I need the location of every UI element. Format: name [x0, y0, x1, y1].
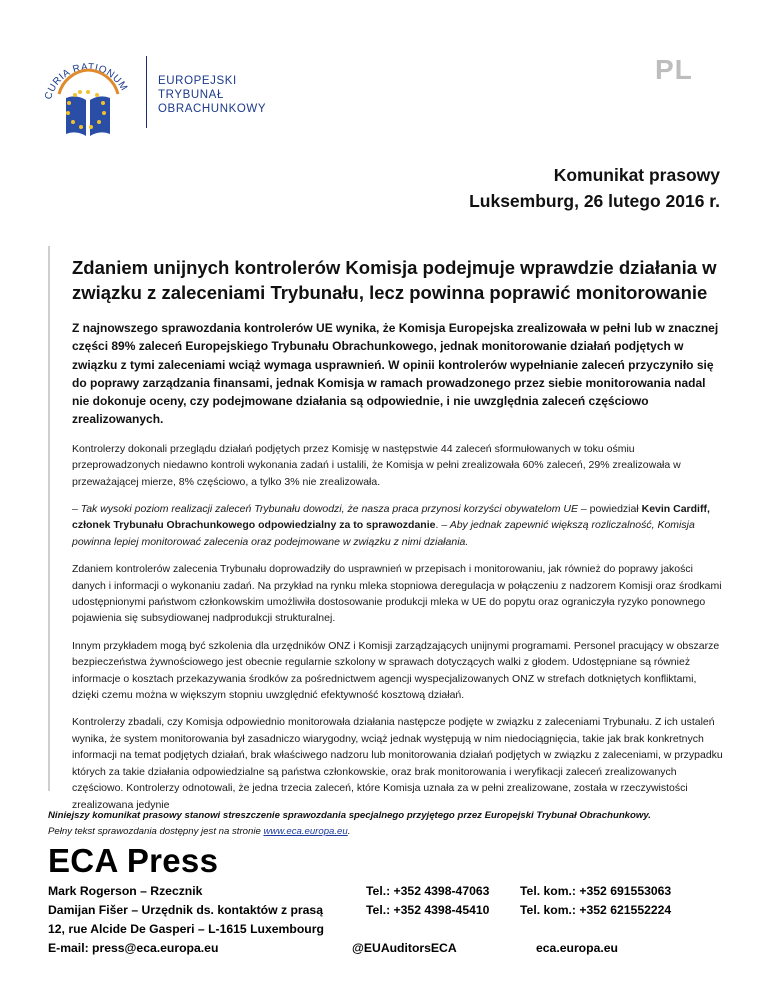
logo-motto: CURIA RATIONUM	[43, 61, 130, 101]
footer-note	[48, 808, 738, 840]
quote-part-2: – Aby jednak zapewnić większą rozliczalność, Komisja powinna lepiej monitorować zalecenia oraz podejmowane w związku z nimi działania.	[72, 519, 695, 548]
organisation-name	[158, 74, 266, 116]
full-text-suffix: .	[347, 826, 351, 837]
office-address: 12, rue Alcide De Gasperi – L-1615 Luxembourg	[48, 922, 324, 936]
book-right-page	[90, 96, 110, 136]
article-title: Zdaniem unijnych kontrolerów Komisja podejmuje wprawdzie działania w związku z zaleceniami Trybunału, lecz powinna poprawić monitorowanie	[72, 257, 717, 303]
eca-logo-emblem	[28, 50, 140, 140]
contact-person-2: Damijan Fišer – Urzędnik ds. kontaktów z prasą	[48, 903, 323, 917]
article-body	[48, 246, 724, 811]
paragraph-training-example: Innym przykładem mogą być szkolenia dla urzędników ONZ i Komisji zarządzających unijnymi programami. Personel pracujący w obszarze bezpieczeństwa żywnościowego jest obecnie regularnie szkolony w sprawach dotyczących walki z głodem. Udostępniane są również informacje o kosztach przekazywania środków za pośrednictwem agencji wyspecjalizowanych ONZ w strefach dotkniętych konfliktami, dzięki czemu można w większym stopniu uwzględnić efektywność kosztową działań.	[72, 639, 720, 702]
article-lead: Z najnowszego sprawozdania kontrolerów UE wynika, że Komisja Europejska zrealizowała w pełni lub w znacznej części 89% zaleceń Europejskiego Trybunału Obrachunkowego, jednak monitorowanie działań podjętych w związku z tymi zaleceniami wciąż wymaga usprawnień. W opinii kontrolerów wypełnianie zaleceń przyczyniło się do poprawy zarządzania finansami, jednak Komisja w ramach prowadzonego przez siebie monitorowania nadal nie dokonuje oceny, czy podejmowane działania są odpowiednie, i nie uwzględnia zaleceń częściowo zrealizowanych.	[72, 321, 719, 427]
press-email[interactable]: E-mail: press@eca.europa.eu	[48, 941, 219, 955]
language-code: PL	[655, 54, 693, 85]
full-text-note	[48, 824, 738, 840]
contact-person-2-mobile: Tel. kom.: +352 621552224	[520, 903, 672, 917]
full-text-prefix: Pełny tekst sprawozdania dostępny jest na stronie	[48, 826, 264, 837]
eca-press-heading: ECA Press	[48, 842, 219, 879]
paragraph-review-results: Kontrolerzy dokonali przeglądu działań podjętych przez Komisję w następstwie 44 zaleceń sformułowanych w toku ośmiu przeprowadzonych niedawno kontroli wykonania zadań i ustalili, że Komisja w pełni zrealizowała 60% zaleceń, 29% zrealizowała w przeważającej mierze, 8% częściowo, a tylko 3% nie zrealizowała.	[72, 442, 681, 488]
contact-person-2-phone: Tel.: +352 4398-45410	[366, 903, 490, 917]
quote-attribution-verb: powiedział	[586, 503, 642, 515]
eca-website[interactable]: eca.europa.eu	[536, 941, 618, 955]
twitter-handle[interactable]: @EUAuditorsECA	[352, 941, 457, 955]
contact-person-1: Mark Rogerson – Rzecznik	[48, 884, 203, 898]
press-release-heading	[469, 162, 720, 214]
logo-divider	[146, 56, 147, 128]
press-release-date: Luksemburg, 26 lutego 2016 r.	[469, 191, 720, 211]
quote-part-1: – Tak wysoki poziom realizacji zaleceń Trybunału dowodzi, że nasza praca przynosi korzyści obywatelom UE –	[72, 503, 587, 515]
paragraph-monitoring: Kontrolerzy zbadali, czy Komisja odpowiednio monitorowała działania następcze podjęte w związku z zaleceniami Trybunału. Z ich ustaleń wynika, że system monitorowania był zasadniczo wiarygodny, wciąż jednak występują w nim niedociągnięcia, takie jak brak konkretnych informacji na temat podjętych działań, brak właściwego nadzoru lub monitorowania działań podjętych w związku z zaleceniami, w przypadku których za takie działania odpowiedzialne są państwa członkowskie, oraz brak monitorowania i weryfikacji zaleceń zrealizowanych częściowo. Kontrolerzy odnotowali, że jedna trzecia zaleceń, które Komisja uznała za w pełni zrealizowane, została w rzeczywistości zrealizowana jedynie	[72, 716, 723, 811]
contact-person-1-phone: Tel.: +352 4398-47063	[366, 884, 490, 898]
contact-person-1-mobile: Tel. kom.: +352 691553063	[520, 884, 672, 898]
summary-note: Niniejszy komunikat prasowy stanowi streszczenie sprawozdania specjalnego przyjętego przez Europejski Trybunał Obrachunkowy.	[48, 810, 651, 821]
eca-website-link[interactable]: www.eca.europa.eu	[263, 826, 348, 837]
svg-text:CURIA RATIONUM	[43, 62, 129, 101]
paragraph-improvements: Zdaniem kontrolerów zalecenia Trybunału doprowadziły do usprawnień w przepisach i monitorowaniu, jak również do poprawy jakości danych i informacji o wykonaniu zadań. Na przykład na rynku mleka stopniowa deregulacja w połączeniu z nadzorem Komisji oraz środkami udostępnionymi państwom członkowskim umożliwiła dostosowanie produkcji mleka w UE do popytu oraz ograniczyła ryzyko ponownego pojawienia się subsydiowanej nadprodukcji strukturalnej.	[72, 563, 722, 625]
quote-speaker: Kevin Cardiff, członek Trybunału Obrachunkowego odpowiedzialny za to sprawozdanie	[72, 503, 710, 532]
press-release-label: Komunikat prasowy	[553, 165, 720, 185]
org-name-line-2: TRYBUNAŁ	[158, 89, 224, 101]
org-name-line-3: OBRACHUNKOWY	[158, 103, 267, 115]
paragraph-quote	[72, 501, 724, 550]
org-name-line-1: EUROPEJSKI	[158, 75, 237, 87]
quote-separator: .	[435, 519, 442, 532]
